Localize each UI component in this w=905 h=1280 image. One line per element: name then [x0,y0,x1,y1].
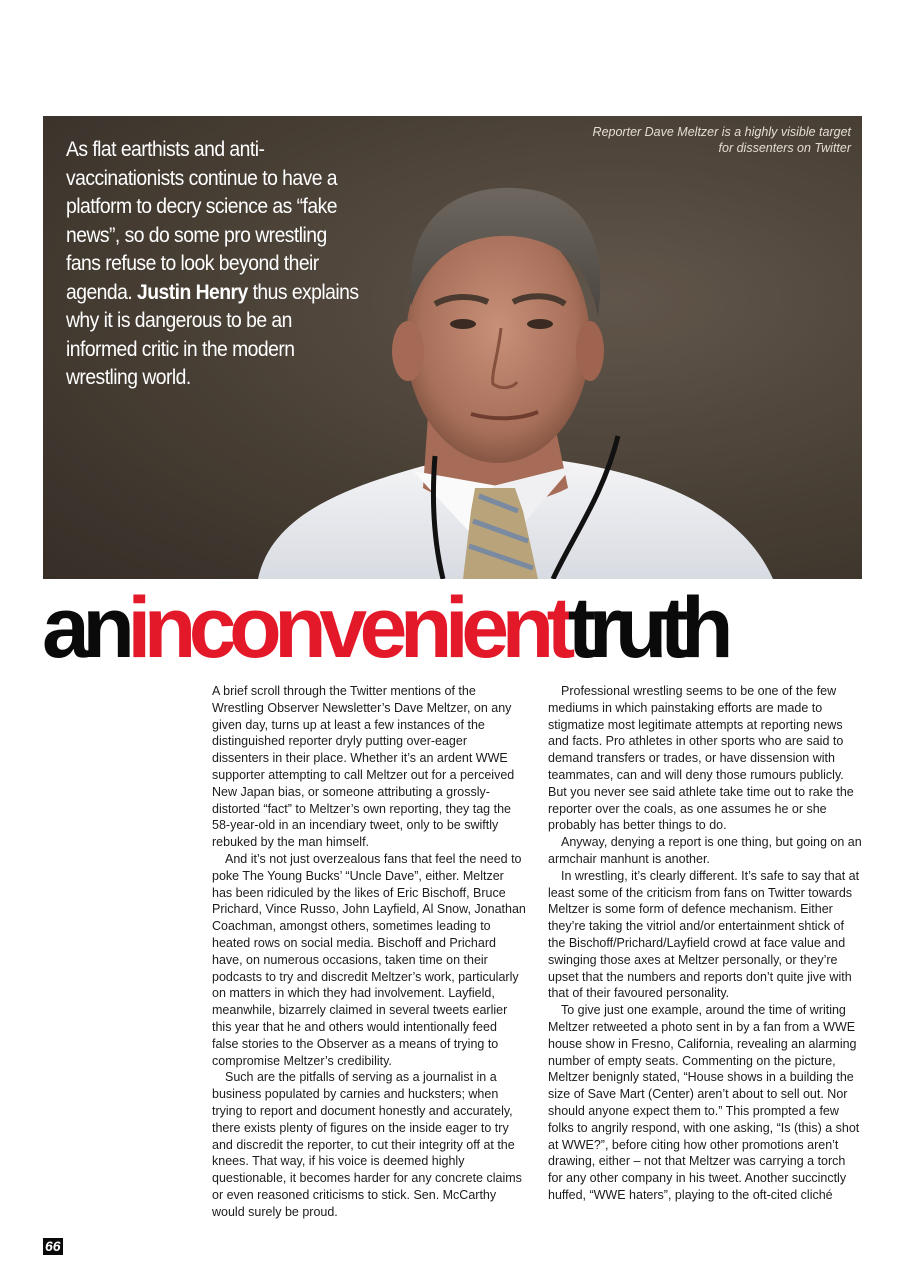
hero-photo [43,116,862,579]
paragraph: In wrestling, it’s clearly different. It’s safe to say that at least some of the criticism from fans on Twitter towards Meltzer is some form of defence mechanism. Either they’re taking the vitriol and/or entertainment shtick of the Bischoff/Prichard/Layfield crowd at face value and swinging those axes at Meltzer personally, or they’re upset that the numbers and reports don’t quite jive with that of their favoured personality. [548,868,860,1001]
intro-standfirst [66,135,363,392]
article-headline [42,580,727,676]
paragraph: Professional wrestling seems to be one of the few mediums in which painstaking efforts are made to stigmatize most legitimate attempts at reporting news and facts. Pro athletes in other sports who are said to demand transfers or trades, or have dissension with teammates, can and will deny those rumours publicly. But you never see said athlete take time out to rake the reporter over the coals, as one assumes he or she probably has better things to do. [548,684,854,833]
headline-part-an: an [42,580,128,676]
paragraph: Such are the pitfalls of serving as a journalist in a business populated by carnies and hucksters; when trying to report and document honestly and accurately, there exists plenty of figures on the inside eager to try and discredit the reporter, to cut their integrity off at the knees. That way, if his voice is deemed highly questionable, it becomes harder for any concrete claims or even reasoned criticisms to stick. Sen. McCarthy would surely be proud. [212,1070,522,1219]
paragraph: Anyway, denying a report is one thing, but going on an armchair manhunt is another. [548,835,862,866]
intro-text-start: As flat earthists and anti-vaccinationists continue to have a platform to decry science as “fake news”, so do some pro wrestling fans refuse to look beyond their agenda. [66,137,337,304]
headline-part-inconvenient: inconvenient [127,580,568,676]
paragraph: A brief scroll through the Twitter mentions of the Wrestling Observer Newsletter’s Dave Meltzer, on any given day, turns up at least a few instances of the distinguished reporter dryly putting over-eager dissenters in their place. Whether it’s an ardent WWE supporter attempting to call Meltzer out for a perceived New Japan bias, or someone attributing a grossly-distorted “fact” to Meltzer’s own reporting, they tag the 58-year-old in an incendiary tweet, only to be swiftly rebuked by the man himself. [212,684,515,850]
paragraph: To give just one example, around the time of writing Meltzer retweeted a photo sent in by a fan from a WWE house show in Fresno, California, revealing an alarming number of empty seats. Commenting on the picture, Meltzer benignly stated, “House shows in a building the size of Save Mart (Center) aren’t about to sell out. Nor should anyone expect them to.” This prompted a few folks to angrily respond, with one asking, “Is (this) a shot at WWE?”, before citing how other promotions aren’t drawing, either – not that Meltzer was carrying a torch for any other company in his tweet. Another succinctly huffed, “WWE haters”, playing to the oft-cited cliché [548,1003,860,1202]
intro-text-end: thus explains why it is dangerous to be an informed critic in the modern wrestling world. [66,279,359,389]
author-name: Justin Henry [137,279,248,304]
headline-part-truth: truth [567,580,727,676]
photo-caption: Reporter Dave Meltzer is a highly visible target for dissenters on Twitter [592,125,851,155]
page-number: 66 [45,1238,61,1254]
article-column-right [548,683,862,1204]
article-column-left [212,683,526,1221]
paragraph: And it’s not just overzealous fans that feel the need to poke The Young Bucks’ “Uncle Dave”, either. Meltzer has been ridiculed by the likes of Eric Bischoff, Bruce Prichard, Vince Russo, John Layfield, Al Snow, Jonathan Coachman, amongst others, sometimes leading to heated rows on social media. Bischoff and Prichard have, on numerous occasions, taken time on their podcasts to try and discredit Meltzer’s work, particularly on matters in which they had involvement. Layfield, meanwhile, bizarrely claimed in several tweets earlier this year that he and others would intentionally feed false stories to the Observer as a means of trying to compromise Meltzer’s credibility. [212,851,526,1068]
